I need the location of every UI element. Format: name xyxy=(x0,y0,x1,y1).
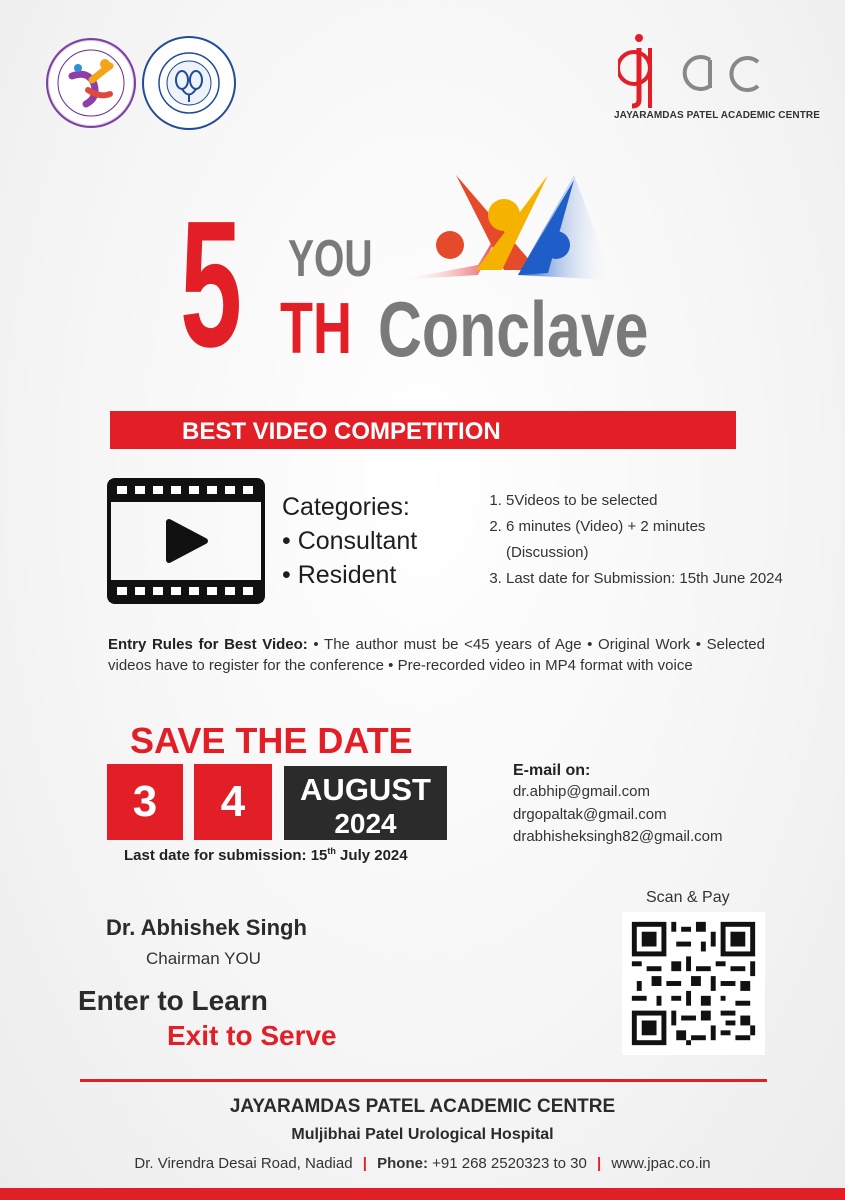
category-resident: • Resident xyxy=(282,561,397,589)
deadline-sup: th xyxy=(327,846,336,856)
chairman-title: Chairman YOU xyxy=(146,949,261,968)
rule-item: 1. 5Videos to be selected xyxy=(506,488,786,514)
date-year: 2024 xyxy=(334,808,397,839)
footer-phone-label: Phone: xyxy=(377,1155,428,1172)
footer-contact xyxy=(0,1155,845,1172)
title-number: 5 xyxy=(180,184,243,385)
footer-hospital: Muljibhai Patel Urological Hospital xyxy=(291,1126,554,1143)
video-film-icon xyxy=(107,478,265,604)
jpac-caption: JAYARAMDAS PATEL ACADEMIC CENTRE xyxy=(614,110,821,121)
rule-item: 3. Last date for Submission: 15th June 2024 xyxy=(506,566,786,592)
entry-rules-label: Entry Rules for Best Video: xyxy=(108,636,308,653)
scan-pay-label: Scan & Pay xyxy=(646,889,730,906)
jpac-mark-icon xyxy=(618,30,798,110)
jpac-logo xyxy=(614,30,821,130)
entry-rules-text: • The author must be <45 years of Age • Original Work • Selected videos have to register for the conference • Pre-recorded video in MP4 format with voice xyxy=(108,636,765,674)
email-address-1[interactable]: dr.abhip@gmail.com xyxy=(513,783,650,800)
competition-banner xyxy=(110,411,736,449)
date-month: AUGUST xyxy=(300,772,431,807)
categories-heading: Categories: xyxy=(282,493,410,521)
footer-separator: | xyxy=(597,1155,602,1172)
youth-org-logo xyxy=(46,38,136,128)
chairman-name: Dr. Abhishek Singh xyxy=(106,915,307,940)
usi-emblem-icon xyxy=(144,38,234,128)
payment-qr-code[interactable] xyxy=(622,912,765,1055)
qr-code-icon xyxy=(622,912,765,1055)
date-month-year xyxy=(284,766,447,840)
email-heading: E-mail on: xyxy=(513,762,591,779)
title-conclave: Conclave xyxy=(378,285,649,373)
usi-logo xyxy=(142,36,236,130)
footer-divider xyxy=(80,1079,767,1082)
category-consultant: • Consultant xyxy=(282,527,418,555)
footer-org: JAYARAMDAS PATEL ACADEMIC CENTRE xyxy=(229,1096,616,1117)
deadline-prefix: Last date for submission: 15 xyxy=(124,847,328,864)
deadline-suffix: July 2024 xyxy=(335,847,408,864)
save-the-date-heading: SAVE THE DATE xyxy=(130,720,413,761)
competition-banner-text: BEST VIDEO COMPETITION xyxy=(182,418,501,445)
submission-deadline xyxy=(124,846,408,864)
youth-org-emblem-icon xyxy=(48,40,134,126)
bottom-accent-bar xyxy=(0,1188,845,1200)
footer-website-link[interactable]: www.jpac.co.in xyxy=(611,1155,711,1172)
footer-separator: | xyxy=(362,1155,367,1172)
conclave-people-icon xyxy=(398,175,613,285)
footer-phone[interactable]: +91 268 2520323 to 30 xyxy=(427,1155,587,1172)
motto-line-1: Enter to Learn xyxy=(78,985,268,1016)
title-you: YOU xyxy=(288,230,373,288)
email-address-2[interactable]: drgopaltak@gmail.com xyxy=(513,806,667,823)
date-day-2: 4 xyxy=(194,764,272,840)
entry-rules xyxy=(108,634,765,676)
footer-address: Dr. Virendra Desai Road, Nadiad xyxy=(134,1155,353,1172)
email-address-3[interactable]: drabhisheksingh82@gmail.com xyxy=(513,828,723,845)
competition-rules-list xyxy=(486,488,786,592)
date-day-1: 3 xyxy=(107,764,183,840)
title-suffix: TH xyxy=(280,289,352,369)
rule-item: 2. 6 minutes (Video) + 2 minutes (Discussion) xyxy=(506,514,786,566)
motto-line-2: Exit to Serve xyxy=(167,1020,337,1051)
